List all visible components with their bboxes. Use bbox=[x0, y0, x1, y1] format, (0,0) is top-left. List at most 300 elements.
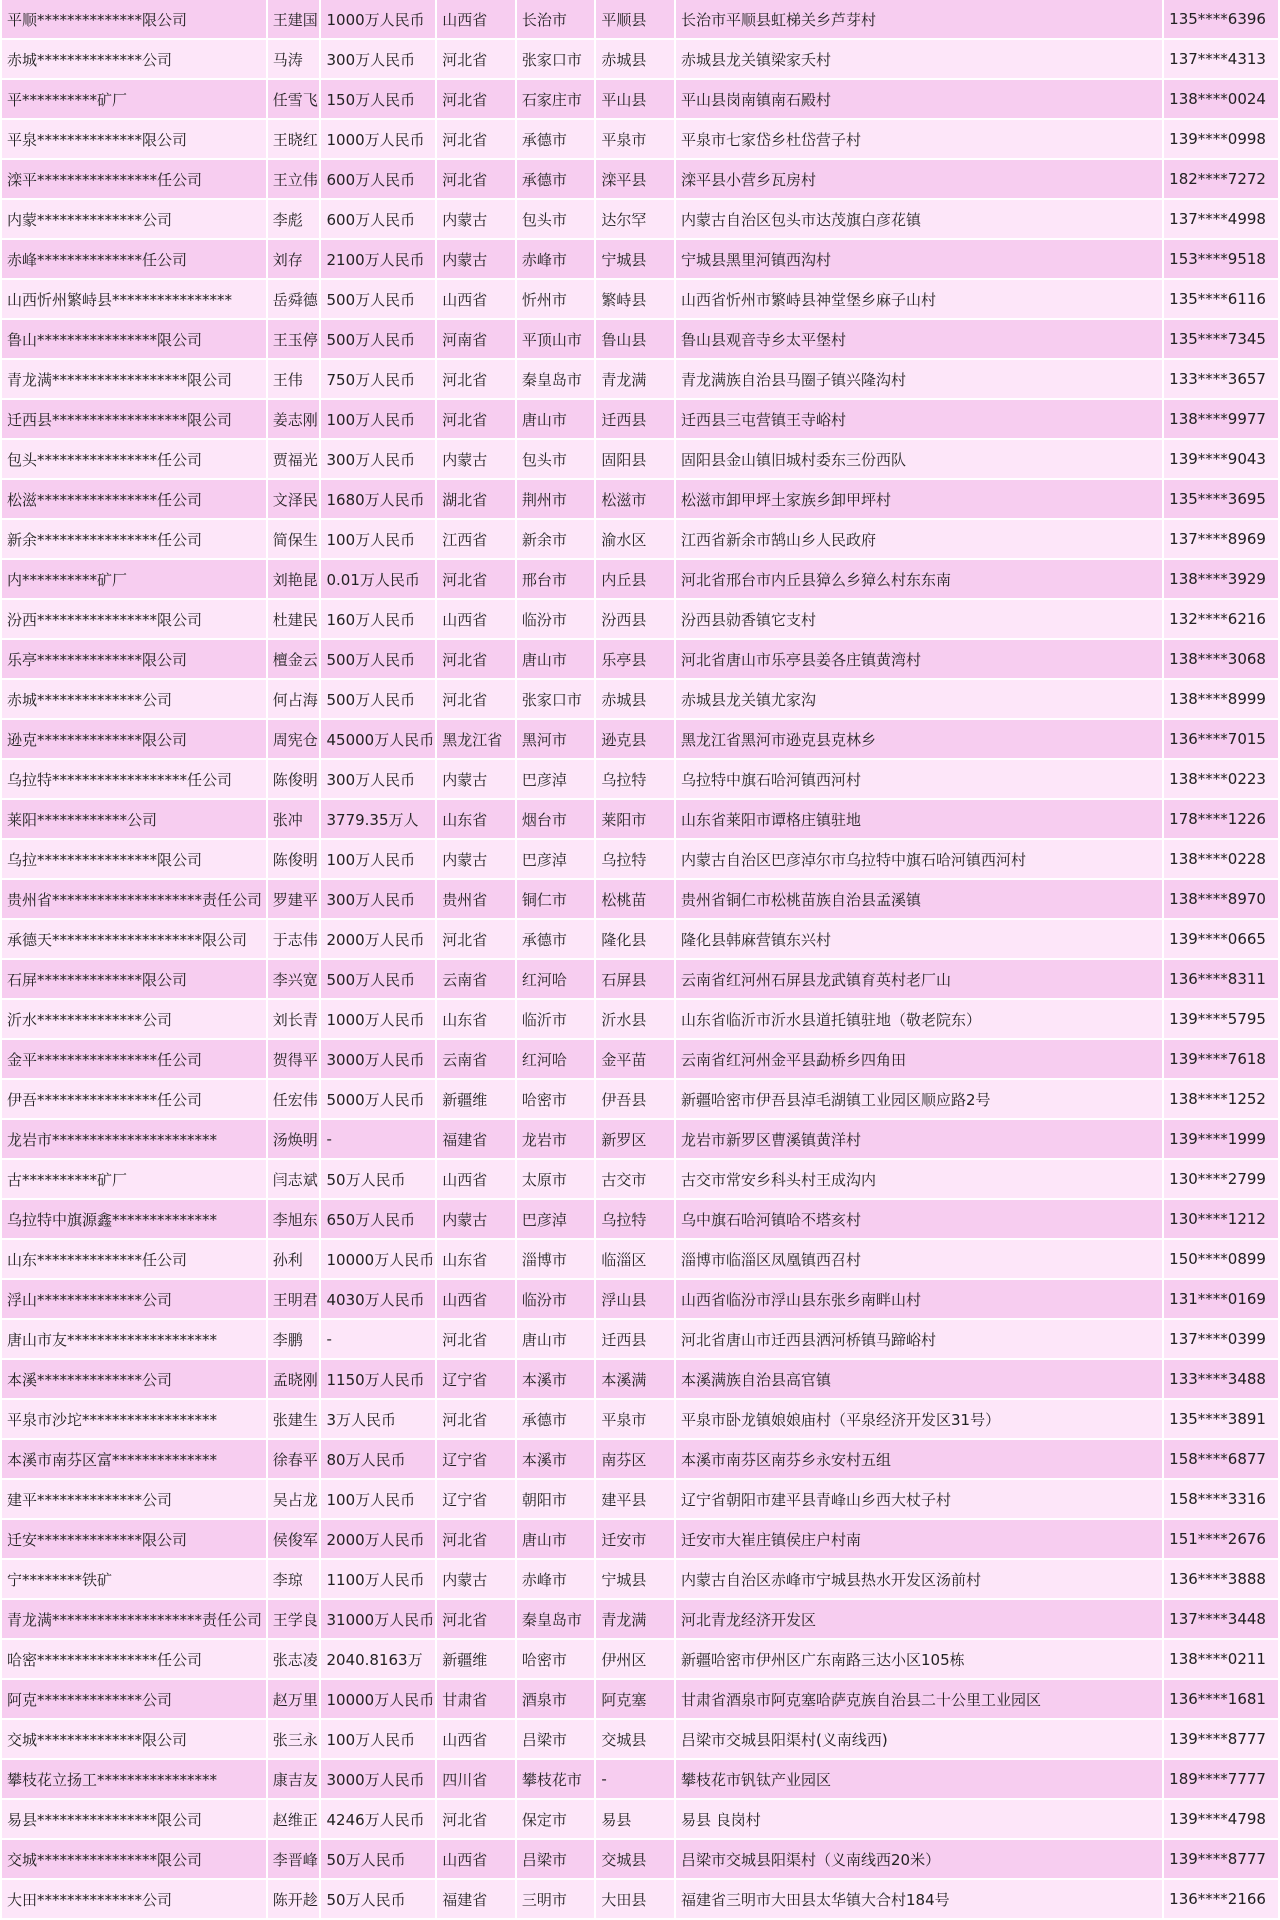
capital-cell: 50万人民币 bbox=[321, 1880, 435, 1920]
address-cell: 新疆哈密市伊州区广东南路三达小区105栋 bbox=[676, 1640, 1162, 1680]
company-name-cell: 石屏**************限公司 bbox=[2, 960, 266, 1000]
address-cell: 汾西县勍香镇它支村 bbox=[676, 600, 1162, 640]
city-cell: 包头市 bbox=[517, 200, 595, 240]
company-name-cell: 乐亭**************限公司 bbox=[2, 640, 266, 680]
address-cell: 内蒙古自治区巴彦淖尔市乌拉特中旗石哈河镇西河村 bbox=[676, 840, 1162, 880]
legal-rep-cell: 简保生 bbox=[268, 520, 320, 560]
capital-cell: 1000万人民币 bbox=[321, 120, 435, 160]
city-cell: 吕梁市 bbox=[517, 1840, 595, 1880]
phone-cell: 133****3657 bbox=[1164, 360, 1278, 400]
legal-rep-cell: 闫志斌 bbox=[268, 1160, 320, 1200]
phone-cell: 138****0211 bbox=[1164, 1640, 1278, 1680]
capital-cell: 300万人民币 bbox=[321, 40, 435, 80]
company-name-cell: 逊克**************限公司 bbox=[2, 720, 266, 760]
capital-cell: 100万人民币 bbox=[321, 1720, 435, 1760]
county-cell: 松桃苗 bbox=[596, 880, 674, 920]
capital-cell: 500万人民币 bbox=[321, 680, 435, 720]
county-cell: 临淄区 bbox=[596, 1240, 674, 1280]
company-name-cell: 古**********矿厂 bbox=[2, 1160, 266, 1200]
legal-rep-cell: 姜志刚 bbox=[268, 400, 320, 440]
city-cell: 赤峰市 bbox=[517, 240, 595, 280]
company-name-cell: 迁西县******************限公司 bbox=[2, 400, 266, 440]
company-name-cell: 山东**************任公司 bbox=[2, 1240, 266, 1280]
phone-cell: 135****6396 bbox=[1164, 0, 1278, 40]
city-cell: 唐山市 bbox=[517, 400, 595, 440]
capital-cell: 750万人民币 bbox=[321, 360, 435, 400]
province-cell: 内蒙古 bbox=[437, 840, 515, 880]
capital-cell: 650万人民币 bbox=[321, 1200, 435, 1240]
legal-rep-cell: 王玉停 bbox=[268, 320, 320, 360]
capital-cell: 600万人民币 bbox=[321, 160, 435, 200]
phone-cell: 130****1212 bbox=[1164, 1200, 1278, 1240]
company-name-cell: 迁安**************限公司 bbox=[2, 1520, 266, 1560]
phone-cell: 158****3316 bbox=[1164, 1480, 1278, 1520]
table-row bbox=[2, 1800, 1278, 1840]
company-name-cell: 建平**************公司 bbox=[2, 1480, 266, 1520]
table-row bbox=[2, 0, 1278, 40]
city-cell: 秦皇岛市 bbox=[517, 1600, 595, 1640]
table-row bbox=[2, 520, 1278, 560]
legal-rep-cell: 孙利 bbox=[268, 1240, 320, 1280]
province-cell: 山东省 bbox=[437, 1240, 515, 1280]
county-cell: 南芬区 bbox=[596, 1440, 674, 1480]
province-cell: 河北省 bbox=[437, 640, 515, 680]
table-row bbox=[2, 320, 1278, 360]
county-cell: 迁安市 bbox=[596, 1520, 674, 1560]
province-cell: 内蒙古 bbox=[437, 1200, 515, 1240]
capital-cell: 2100万人民币 bbox=[321, 240, 435, 280]
capital-cell: 100万人民币 bbox=[321, 520, 435, 560]
city-cell: 承德市 bbox=[517, 1400, 595, 1440]
province-cell: 河北省 bbox=[437, 560, 515, 600]
county-cell: 迁西县 bbox=[596, 1320, 674, 1360]
city-cell: 荆州市 bbox=[517, 480, 595, 520]
province-cell: 云南省 bbox=[437, 1040, 515, 1080]
capital-cell: 3000万人民币 bbox=[321, 1040, 435, 1080]
table-row bbox=[2, 1280, 1278, 1320]
legal-rep-cell: 王立伟 bbox=[268, 160, 320, 200]
county-cell: 浮山县 bbox=[596, 1280, 674, 1320]
city-cell: 新余市 bbox=[517, 520, 595, 560]
legal-rep-cell: 李旭东 bbox=[268, 1200, 320, 1240]
legal-rep-cell: 刘艳昆 bbox=[268, 560, 320, 600]
province-cell: 湖北省 bbox=[437, 480, 515, 520]
address-cell: 内蒙古自治区赤峰市宁城县热水开发区汤前村 bbox=[676, 1560, 1162, 1600]
province-cell: 黑龙江省 bbox=[437, 720, 515, 760]
province-cell: 山西省 bbox=[437, 600, 515, 640]
company-name-cell: 大田**************公司 bbox=[2, 1880, 266, 1920]
address-cell: 隆化县韩麻营镇东兴村 bbox=[676, 920, 1162, 960]
phone-cell: 138****9977 bbox=[1164, 400, 1278, 440]
legal-rep-cell: 王伟 bbox=[268, 360, 320, 400]
capital-cell: 100万人民币 bbox=[321, 1480, 435, 1520]
table-row bbox=[2, 960, 1278, 1000]
city-cell: 唐山市 bbox=[517, 1520, 595, 1560]
legal-rep-cell: 李鹏 bbox=[268, 1320, 320, 1360]
table-row bbox=[2, 1440, 1278, 1480]
company-name-cell: 包头****************任公司 bbox=[2, 440, 266, 480]
capital-cell: 500万人民币 bbox=[321, 640, 435, 680]
address-cell: 黑龙江省黑河市逊克县克林乡 bbox=[676, 720, 1162, 760]
province-cell: 河北省 bbox=[437, 680, 515, 720]
county-cell: 交城县 bbox=[596, 1720, 674, 1760]
province-cell: 山东省 bbox=[437, 800, 515, 840]
county-cell: 隆化县 bbox=[596, 920, 674, 960]
phone-cell: 139****0665 bbox=[1164, 920, 1278, 960]
table-row bbox=[2, 440, 1278, 480]
company-name-cell: 平泉市沙坨****************** bbox=[2, 1400, 266, 1440]
address-cell: 平山县岗南镇南石殿村 bbox=[676, 80, 1162, 120]
company-name-cell: 交城****************限公司 bbox=[2, 1840, 266, 1880]
capital-cell: 500万人民币 bbox=[321, 280, 435, 320]
company-name-cell: 交城**************限公司 bbox=[2, 1720, 266, 1760]
table-row bbox=[2, 760, 1278, 800]
table-row bbox=[2, 1400, 1278, 1440]
address-cell: 赤城县龙关镇梁家夭村 bbox=[676, 40, 1162, 80]
capital-cell: 45000万人民币 bbox=[321, 720, 435, 760]
city-cell: 巴彦淖 bbox=[517, 760, 595, 800]
city-cell: 承德市 bbox=[517, 160, 595, 200]
city-cell: 赤峰市 bbox=[517, 1560, 595, 1600]
capital-cell: 100万人民币 bbox=[321, 840, 435, 880]
company-name-cell: 哈密****************任公司 bbox=[2, 1640, 266, 1680]
county-cell: 伊州区 bbox=[596, 1640, 674, 1680]
county-cell: 赤城县 bbox=[596, 680, 674, 720]
county-cell: 新罗区 bbox=[596, 1120, 674, 1160]
phone-cell: 136****8311 bbox=[1164, 960, 1278, 1000]
city-cell: 吕梁市 bbox=[517, 1720, 595, 1760]
company-name-cell: 山西忻州繁峙县**************** bbox=[2, 280, 266, 320]
county-cell: 大田县 bbox=[596, 1880, 674, 1920]
capital-cell: 300万人民币 bbox=[321, 440, 435, 480]
county-cell: 平山县 bbox=[596, 80, 674, 120]
province-cell: 河北省 bbox=[437, 360, 515, 400]
province-cell: 河北省 bbox=[437, 1520, 515, 1560]
phone-cell: 139****7618 bbox=[1164, 1040, 1278, 1080]
province-cell: 内蒙古 bbox=[437, 760, 515, 800]
address-cell: 山西省临汾市浮山县东张乡南畔山村 bbox=[676, 1280, 1162, 1320]
phone-cell: 182****7272 bbox=[1164, 160, 1278, 200]
province-cell: 江西省 bbox=[437, 520, 515, 560]
province-cell: 新疆维 bbox=[437, 1640, 515, 1680]
address-cell: 山西省忻州市繁峙县神堂堡乡麻子山村 bbox=[676, 280, 1162, 320]
phone-cell: 131****0169 bbox=[1164, 1280, 1278, 1320]
address-cell: 吕梁市交城县阳渠村(义南线西) bbox=[676, 1720, 1162, 1760]
city-cell: 承德市 bbox=[517, 920, 595, 960]
province-cell: 福建省 bbox=[437, 1120, 515, 1160]
city-cell: 攀枝花市 bbox=[517, 1760, 595, 1800]
capital-cell: 1000万人民币 bbox=[321, 1000, 435, 1040]
phone-cell: 150****0899 bbox=[1164, 1240, 1278, 1280]
phone-cell: 138****0024 bbox=[1164, 80, 1278, 120]
city-cell: 临汾市 bbox=[517, 1280, 595, 1320]
address-cell: 河北青龙经济开发区 bbox=[676, 1600, 1162, 1640]
phone-cell: 139****0998 bbox=[1164, 120, 1278, 160]
province-cell: 山东省 bbox=[437, 1000, 515, 1040]
capital-cell: 160万人民币 bbox=[321, 600, 435, 640]
county-cell: 内丘县 bbox=[596, 560, 674, 600]
city-cell: 保定市 bbox=[517, 1800, 595, 1840]
capital-cell: 1150万人民币 bbox=[321, 1360, 435, 1400]
company-name-cell: 新余****************任公司 bbox=[2, 520, 266, 560]
table-row bbox=[2, 1720, 1278, 1760]
city-cell: 黑河市 bbox=[517, 720, 595, 760]
table-row bbox=[2, 480, 1278, 520]
province-cell: 山西省 bbox=[437, 280, 515, 320]
city-cell: 哈密市 bbox=[517, 1640, 595, 1680]
county-cell: 平泉市 bbox=[596, 120, 674, 160]
address-cell: 河北省唐山市乐亭县姜各庄镇黄湾村 bbox=[676, 640, 1162, 680]
phone-cell: 136****1681 bbox=[1164, 1680, 1278, 1720]
city-cell: 朝阳市 bbox=[517, 1480, 595, 1520]
phone-cell: 139****4798 bbox=[1164, 1800, 1278, 1840]
city-cell: 酒泉市 bbox=[517, 1680, 595, 1720]
phone-cell: 137****3448 bbox=[1164, 1600, 1278, 1640]
phone-cell: 138****1252 bbox=[1164, 1080, 1278, 1120]
province-cell: 河北省 bbox=[437, 160, 515, 200]
province-cell: 贵州省 bbox=[437, 880, 515, 920]
table-row bbox=[2, 1040, 1278, 1080]
table-row bbox=[2, 1760, 1278, 1800]
city-cell: 巴彦淖 bbox=[517, 1200, 595, 1240]
table-row bbox=[2, 1080, 1278, 1120]
province-cell: 甘肃省 bbox=[437, 1680, 515, 1720]
province-cell: 河北省 bbox=[437, 120, 515, 160]
table-row bbox=[2, 1240, 1278, 1280]
capital-cell: 50万人民币 bbox=[321, 1840, 435, 1880]
address-cell: 江西省新余市鹄山乡人民政府 bbox=[676, 520, 1162, 560]
table-row bbox=[2, 240, 1278, 280]
phone-cell: 139****1999 bbox=[1164, 1120, 1278, 1160]
phone-cell: 139****5795 bbox=[1164, 1000, 1278, 1040]
company-name-cell: 沂水**************公司 bbox=[2, 1000, 266, 1040]
phone-cell: 137****4313 bbox=[1164, 40, 1278, 80]
address-cell: 龙岩市新罗区曹溪镇黄洋村 bbox=[676, 1120, 1162, 1160]
company-name-cell: 浮山**************公司 bbox=[2, 1280, 266, 1320]
legal-rep-cell: 任雪飞 bbox=[268, 80, 320, 120]
city-cell: 秦皇岛市 bbox=[517, 360, 595, 400]
county-cell: - bbox=[596, 1760, 674, 1800]
capital-cell: 1100万人民币 bbox=[321, 1560, 435, 1600]
phone-cell: 135****3891 bbox=[1164, 1400, 1278, 1440]
table-row bbox=[2, 920, 1278, 960]
phone-cell: 132****6216 bbox=[1164, 600, 1278, 640]
phone-cell: 153****9518 bbox=[1164, 240, 1278, 280]
county-cell: 伊吾县 bbox=[596, 1080, 674, 1120]
address-cell: 乌拉特中旗石哈河镇西河村 bbox=[676, 760, 1162, 800]
company-name-cell: 承德天********************限公司 bbox=[2, 920, 266, 960]
legal-rep-cell: 张冲 bbox=[268, 800, 320, 840]
table-row bbox=[2, 280, 1278, 320]
county-cell: 宁城县 bbox=[596, 240, 674, 280]
address-cell: 本溪满族自治县高官镇 bbox=[676, 1360, 1162, 1400]
capital-cell: 4246万人民币 bbox=[321, 1800, 435, 1840]
city-cell: 张家口市 bbox=[517, 680, 595, 720]
table-row bbox=[2, 680, 1278, 720]
legal-rep-cell: 张建生 bbox=[268, 1400, 320, 1440]
county-cell: 平泉市 bbox=[596, 1400, 674, 1440]
company-name-cell: 汾西****************限公司 bbox=[2, 600, 266, 640]
county-cell: 沂水县 bbox=[596, 1000, 674, 1040]
city-cell: 三明市 bbox=[517, 1880, 595, 1920]
table-row bbox=[2, 1200, 1278, 1240]
county-cell: 乌拉特 bbox=[596, 760, 674, 800]
legal-rep-cell: 檀金云 bbox=[268, 640, 320, 680]
table-row bbox=[2, 1520, 1278, 1560]
table-row bbox=[2, 800, 1278, 840]
city-cell: 哈密市 bbox=[517, 1080, 595, 1120]
capital-cell: 500万人民币 bbox=[321, 960, 435, 1000]
legal-rep-cell: 杜建民 bbox=[268, 600, 320, 640]
address-cell: 山东省莱阳市谭格庄镇驻地 bbox=[676, 800, 1162, 840]
phone-cell: 189****7777 bbox=[1164, 1760, 1278, 1800]
province-cell: 河南省 bbox=[437, 320, 515, 360]
legal-rep-cell: 李彪 bbox=[268, 200, 320, 240]
county-cell: 逊克县 bbox=[596, 720, 674, 760]
company-name-cell: 赤城**************公司 bbox=[2, 40, 266, 80]
county-cell: 汾西县 bbox=[596, 600, 674, 640]
address-cell: 攀枝花市钒钛产业园区 bbox=[676, 1760, 1162, 1800]
province-cell: 辽宁省 bbox=[437, 1440, 515, 1480]
address-cell: 甘肃省酒泉市阿克塞哈萨克族自治县二十公里工业园区 bbox=[676, 1680, 1162, 1720]
city-cell: 包头市 bbox=[517, 440, 595, 480]
address-cell: 古交市常安乡科头村王成沟内 bbox=[676, 1160, 1162, 1200]
company-name-cell: 伊吾****************任公司 bbox=[2, 1080, 266, 1120]
address-cell: 宁城县黑里河镇西沟村 bbox=[676, 240, 1162, 280]
province-cell: 四川省 bbox=[437, 1760, 515, 1800]
legal-rep-cell: 李琼 bbox=[268, 1560, 320, 1600]
capital-cell: 10000万人民币 bbox=[321, 1680, 435, 1720]
province-cell: 河北省 bbox=[437, 40, 515, 80]
province-cell: 河北省 bbox=[437, 80, 515, 120]
province-cell: 山西省 bbox=[437, 1280, 515, 1320]
phone-cell: 138****0223 bbox=[1164, 760, 1278, 800]
legal-rep-cell: 刘长青 bbox=[268, 1000, 320, 1040]
company-name-cell: 龙岩市********************** bbox=[2, 1120, 266, 1160]
city-cell: 巴彦淖 bbox=[517, 840, 595, 880]
county-cell: 易县 bbox=[596, 1800, 674, 1840]
address-cell: 鲁山县观音寺乡太平堡村 bbox=[676, 320, 1162, 360]
capital-cell: 2000万人民币 bbox=[321, 1520, 435, 1560]
address-cell: 云南省红河州金平县勐桥乡四角田 bbox=[676, 1040, 1162, 1080]
county-cell: 莱阳市 bbox=[596, 800, 674, 840]
legal-rep-cell: 文泽民 bbox=[268, 480, 320, 520]
county-cell: 乌拉特 bbox=[596, 840, 674, 880]
address-cell: 平泉市卧龙镇娘娘庙村（平泉经济开发区31号） bbox=[676, 1400, 1162, 1440]
county-cell: 交城县 bbox=[596, 1840, 674, 1880]
table-row bbox=[2, 1480, 1278, 1520]
province-cell: 山西省 bbox=[437, 1160, 515, 1200]
legal-rep-cell: 陈俊明 bbox=[268, 760, 320, 800]
phone-cell: 138****3929 bbox=[1164, 560, 1278, 600]
address-cell: 迁安市大崔庄镇侯庄户村南 bbox=[676, 1520, 1162, 1560]
company-name-cell: 滦平****************任公司 bbox=[2, 160, 266, 200]
table-row bbox=[2, 720, 1278, 760]
phone-cell: 135****6116 bbox=[1164, 280, 1278, 320]
province-cell: 福建省 bbox=[437, 1880, 515, 1920]
phone-cell: 137****4998 bbox=[1164, 200, 1278, 240]
city-cell: 平顶山市 bbox=[517, 320, 595, 360]
company-name-cell: 乌拉特******************任公司 bbox=[2, 760, 266, 800]
city-cell: 张家口市 bbox=[517, 40, 595, 80]
company-name-cell: 金平****************任公司 bbox=[2, 1040, 266, 1080]
province-cell: 河北省 bbox=[437, 920, 515, 960]
county-cell: 平顺县 bbox=[596, 0, 674, 40]
address-cell: 本溪市南芬区南芬乡永安村五组 bbox=[676, 1440, 1162, 1480]
city-cell: 临沂市 bbox=[517, 1000, 595, 1040]
capital-cell: 300万人民币 bbox=[321, 880, 435, 920]
county-cell: 青龙满 bbox=[596, 360, 674, 400]
legal-rep-cell: 吴占龙 bbox=[268, 1480, 320, 1520]
county-cell: 达尔罕 bbox=[596, 200, 674, 240]
city-cell: 长治市 bbox=[517, 0, 595, 40]
capital-cell: 10000万人民币 bbox=[321, 1240, 435, 1280]
capital-cell: 3万人民币 bbox=[321, 1400, 435, 1440]
legal-rep-cell: 罗建平 bbox=[268, 880, 320, 920]
address-cell: 贵州省铜仁市松桃苗族自治县孟溪镇 bbox=[676, 880, 1162, 920]
company-name-cell: 青龙满******************限公司 bbox=[2, 360, 266, 400]
legal-rep-cell: 陈俊明 bbox=[268, 840, 320, 880]
legal-rep-cell: 马涛 bbox=[268, 40, 320, 80]
company-name-cell: 乌拉特中旗源鑫************** bbox=[2, 1200, 266, 1240]
company-name-cell: 平泉**************限公司 bbox=[2, 120, 266, 160]
county-cell: 宁城县 bbox=[596, 1560, 674, 1600]
company-name-cell: 阿克**************公司 bbox=[2, 1680, 266, 1720]
phone-cell: 136****3888 bbox=[1164, 1560, 1278, 1600]
city-cell: 铜仁市 bbox=[517, 880, 595, 920]
city-cell: 临汾市 bbox=[517, 600, 595, 640]
address-cell: 乌中旗石哈河镇哈不塔亥村 bbox=[676, 1200, 1162, 1240]
province-cell: 内蒙古 bbox=[437, 200, 515, 240]
table-row bbox=[2, 1120, 1278, 1160]
address-cell: 内蒙古自治区包头市达茂旗白彦花镇 bbox=[676, 200, 1162, 240]
capital-cell: 3779.35万人 bbox=[321, 800, 435, 840]
address-cell: 山东省临沂市沂水县道托镇驻地（敬老院东） bbox=[676, 1000, 1162, 1040]
table-row bbox=[2, 600, 1278, 640]
company-name-cell: 鲁山****************限公司 bbox=[2, 320, 266, 360]
province-cell: 河北省 bbox=[437, 1600, 515, 1640]
province-cell: 河北省 bbox=[437, 1400, 515, 1440]
phone-cell: 136****2166 bbox=[1164, 1880, 1278, 1920]
table-row bbox=[2, 400, 1278, 440]
legal-rep-cell: 侯俊军 bbox=[268, 1520, 320, 1560]
table-row bbox=[2, 1000, 1278, 1040]
address-cell: 河北省唐山市迁西县洒河桥镇马蹄峪村 bbox=[676, 1320, 1162, 1360]
county-cell: 阿克塞 bbox=[596, 1680, 674, 1720]
address-cell: 松滋市卸甲坪土家族乡卸甲坪村 bbox=[676, 480, 1162, 520]
phone-cell: 133****3488 bbox=[1164, 1360, 1278, 1400]
company-name-cell: 攀枝花立扬工**************** bbox=[2, 1760, 266, 1800]
city-cell: 龙岩市 bbox=[517, 1120, 595, 1160]
phone-cell: 139****8777 bbox=[1164, 1720, 1278, 1760]
legal-rep-cell: 于志伟 bbox=[268, 920, 320, 960]
table-row bbox=[2, 1320, 1278, 1360]
city-cell: 承德市 bbox=[517, 120, 595, 160]
address-cell: 云南省红河州石屏县龙武镇育英村老厂山 bbox=[676, 960, 1162, 1000]
table-row bbox=[2, 1840, 1278, 1880]
capital-cell: 5000万人民币 bbox=[321, 1080, 435, 1120]
city-cell: 太原市 bbox=[517, 1160, 595, 1200]
city-cell: 唐山市 bbox=[517, 640, 595, 680]
legal-rep-cell: 李晋峰 bbox=[268, 1840, 320, 1880]
company-name-cell: 内**********矿厂 bbox=[2, 560, 266, 600]
province-cell: 山西省 bbox=[437, 0, 515, 40]
capital-cell: 2040.8163万 bbox=[321, 1640, 435, 1680]
company-name-cell: 平顺**************限公司 bbox=[2, 0, 266, 40]
table-row bbox=[2, 640, 1278, 680]
legal-rep-cell: 王建国 bbox=[268, 0, 320, 40]
company-name-cell: 本溪**************公司 bbox=[2, 1360, 266, 1400]
